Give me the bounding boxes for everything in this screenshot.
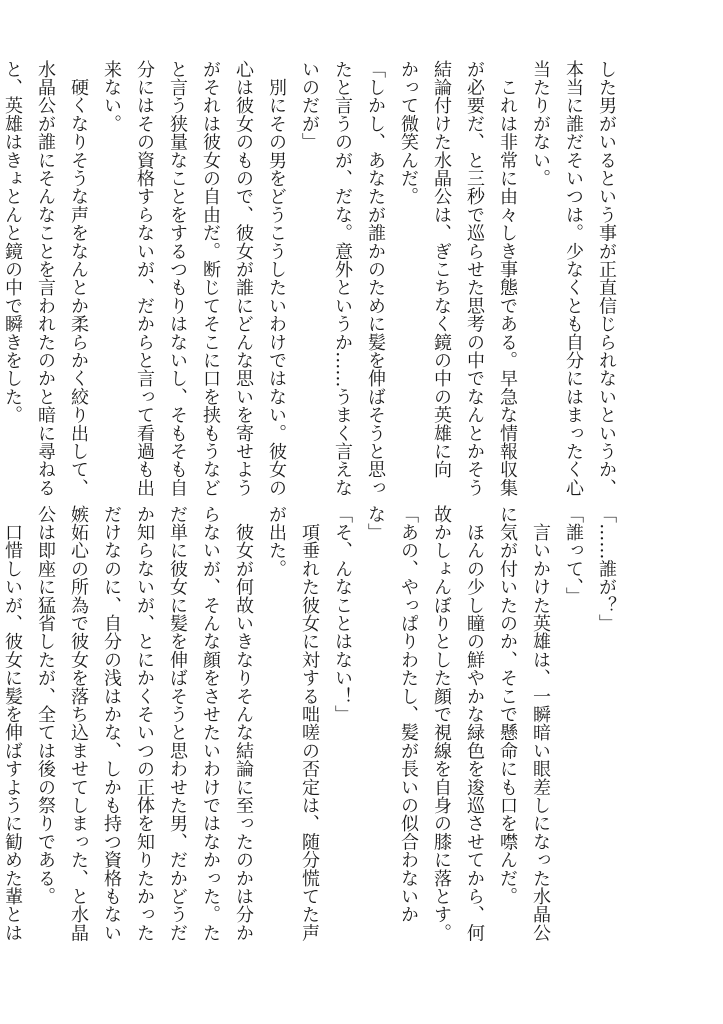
text-line: 当たりがない。 [530,60,551,188]
text-line: ほんの少し瞳の鮮やかな緑色を逡巡させてから、何 [464,505,485,942]
text-line: 本当に誰だそいつは。少なくとも自分にはまったく心 [563,60,584,497]
text-line: 分にはその資格すらないが、だからと言って看過も出 [134,60,155,497]
text-line: 心は彼女のもので、彼女が誰にどんな思いを寄せよう [233,60,254,497]
upper-text-block [0,60,623,497]
text-line: たと言うのが、だな。意外というか……うまく言えな [332,60,353,497]
text-line: かって微笑んだ。 [398,60,419,206]
text-line: と言う狭量なことをするつもりはないし、そもそも自 [167,60,188,497]
text-line: 公は即座に猛省したが、全ては後の祭りである。 [35,505,56,906]
text-line: だ単に彼女に髪を伸ばそうと思わせた男、だかどうだ [167,505,188,942]
text-line: 口惜しいが、彼女に髪を伸ばすように勧めた輩とは [2,505,23,942]
text-line: と、英雄はきょとんと鏡の中で瞬きをした。 [2,60,23,424]
text-line: か知らないが、とにかくそいつの正体を知りたかった [134,505,155,942]
text-line: 「そ、んなことはない！」 [332,505,353,724]
text-line: な」 [365,505,386,542]
text-line: これは非常に由々しき事態である。早急な情報収集 [497,60,518,497]
lower-text-block [0,505,623,942]
text-line: がそれは彼女の自由だ。断じてそこに口を挟もうなど [200,60,221,497]
text-line: 結論付けた水晶公は、ぎこちなく鏡の中の英雄に向 [431,60,452,479]
text-line: 故かしょんぼりとした顔で視線を自身の膝に落とす。 [431,505,452,942]
text-line: 水晶公が誰にそんなことを言われたのかと暗に尋ねる [35,60,56,497]
text-line: 「しかし、あなたが誰かのために髪を伸ばそうと思っ [365,60,386,497]
text-line: 項垂れた彼女に対する咄嗟の否定は、随分慌てた声 [299,505,320,942]
text-line: 「……誰が？」 [596,505,617,633]
text-line: 来ない。 [101,60,122,133]
text-line: 「あの、やっぱりわたし、髪が長いの似合わないか [398,505,419,924]
text-line: 言いかけた英雄は、一瞬暗い眼差しになった水晶公 [530,505,551,942]
text-line: 別にその男をどうこうしたいわけではない。彼女の [266,60,287,497]
text-line: 嫉妬心の所為で彼女を落ち込ませてしまった、と水晶 [68,505,89,942]
text-line: 硬くなりそうな声をなんとか柔らかく絞り出して、 [68,60,89,497]
text-line: が必要だ、と三秒で巡らせた思考の中でなんとかそう [464,60,485,497]
text-line: いのだが」 [299,60,320,151]
text-line: だけなのに、自分の浅はかな、しかも持つ資格もない [101,505,122,942]
text-line: 彼女が何故いきなりそんな結論に至ったのかは分か [233,505,254,942]
text-line: に気が付いたのか、そこで懸命にも口を噤んだ。 [497,505,518,906]
text-line: が出た。 [266,505,287,578]
text-line: らないが、そんな顔をさせたいわけではなかった。た [200,505,221,942]
text-line: した男がいるという事が正直信じられないというか、 [596,60,617,497]
text-line: 「誰って、」 [563,505,584,606]
